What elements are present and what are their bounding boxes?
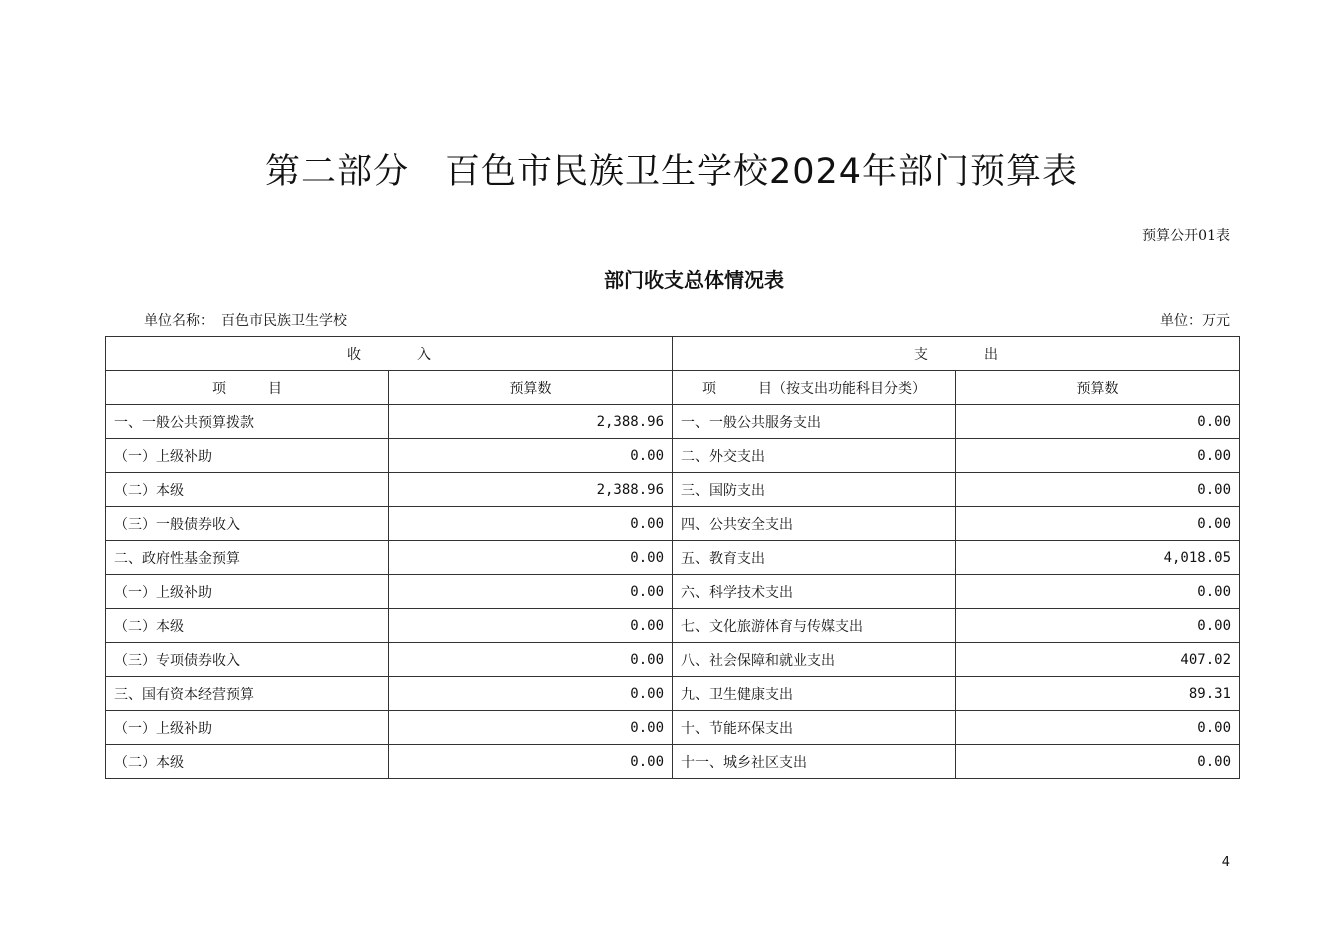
income-item-cell: （三）专项债券收入 [106, 643, 389, 677]
expense-amount-cell: 0.00 [956, 745, 1240, 779]
income-header: 收 入 [106, 337, 673, 371]
income-item-cell: （一）上级补助 [106, 711, 389, 745]
unit-name-label: 单位名称： 百色市民族卫生学校 [144, 313, 347, 329]
currency-unit-label: 单位：万元 [1160, 313, 1230, 329]
income-item-cell: （一）上级补助 [106, 575, 389, 609]
page-number: 4 [1221, 855, 1230, 870]
page-title: 第二部分 百色市民族卫生学校2024年部门预算表 [264, 152, 1079, 192]
table-row [106, 541, 1240, 575]
income-item-cell: （二）本级 [106, 473, 389, 507]
income-item-header: 项 目 [106, 371, 389, 405]
income-amount-cell: 0.00 [389, 643, 673, 677]
expense-amount-cell: 4,018.05 [956, 541, 1240, 575]
expense-amount-cell: 0.00 [956, 609, 1240, 643]
form-number: 预算公开01表 [1142, 228, 1230, 244]
expense-amount-cell: 0.00 [956, 439, 1240, 473]
expense-item-cell: 十一、城乡社区支出 [673, 745, 956, 779]
expense-item-cell: 四、公共安全支出 [673, 507, 956, 541]
expense-item-cell: 二、外交支出 [673, 439, 956, 473]
income-amount-cell: 0.00 [389, 609, 673, 643]
income-amount-cell: 0.00 [389, 745, 673, 779]
expense-item-cell: 一、一般公共服务支出 [673, 405, 956, 439]
table-header-row-2 [106, 371, 1240, 405]
income-item-cell: （二）本级 [106, 745, 389, 779]
expense-amount-cell: 0.00 [956, 473, 1240, 507]
table-row [106, 677, 1240, 711]
table-title: 部门收支总体情况表 [604, 268, 784, 292]
budget-table [105, 336, 1240, 779]
income-amount-cell: 0.00 [389, 541, 673, 575]
income-item-cell: 三、国有资本经营预算 [106, 677, 389, 711]
income-item-cell: （三）一般债券收入 [106, 507, 389, 541]
expense-item-cell: 七、文化旅游体育与传媒支出 [673, 609, 956, 643]
income-amount-cell: 0.00 [389, 575, 673, 609]
expense-amount-cell: 0.00 [956, 711, 1240, 745]
expense-amount-header: 预算数 [956, 371, 1240, 405]
table-row [106, 439, 1240, 473]
income-amount-cell: 2,388.96 [389, 473, 673, 507]
expense-amount-cell: 89.31 [956, 677, 1240, 711]
table-row [106, 405, 1240, 439]
expense-item-cell: 五、教育支出 [673, 541, 956, 575]
expense-amount-cell: 0.00 [956, 507, 1240, 541]
income-item-cell: 二、政府性基金预算 [106, 541, 389, 575]
expense-amount-cell: 407.02 [956, 643, 1240, 677]
income-amount-cell: 0.00 [389, 507, 673, 541]
expense-item-cell: 八、社会保障和就业支出 [673, 643, 956, 677]
expense-amount-cell: 0.00 [956, 575, 1240, 609]
income-item-cell: （二）本级 [106, 609, 389, 643]
expense-item-cell: 六、科学技术支出 [673, 575, 956, 609]
expense-amount-cell: 0.00 [956, 405, 1240, 439]
table-row [106, 473, 1240, 507]
table-row [106, 507, 1240, 541]
income-amount-cell: 0.00 [389, 677, 673, 711]
income-item-cell: （一）上级补助 [106, 439, 389, 473]
expense-item-cell: 三、国防支出 [673, 473, 956, 507]
table-row [106, 575, 1240, 609]
income-item-cell: 一、一般公共预算拨款 [106, 405, 389, 439]
expense-header: 支 出 [673, 337, 1240, 371]
table-row [106, 711, 1240, 745]
expense-item-cell: 十、节能环保支出 [673, 711, 956, 745]
income-amount-header: 预算数 [389, 371, 673, 405]
expense-item-cell: 九、卫生健康支出 [673, 677, 956, 711]
table-header-row-1 [106, 337, 1240, 371]
table-row [106, 609, 1240, 643]
income-amount-cell: 0.00 [389, 439, 673, 473]
income-amount-cell: 0.00 [389, 711, 673, 745]
table-row [106, 745, 1240, 779]
income-amount-cell: 2,388.96 [389, 405, 673, 439]
expense-item-header: 项 目（按支出功能科目分类） [673, 371, 956, 405]
table-row [106, 643, 1240, 677]
